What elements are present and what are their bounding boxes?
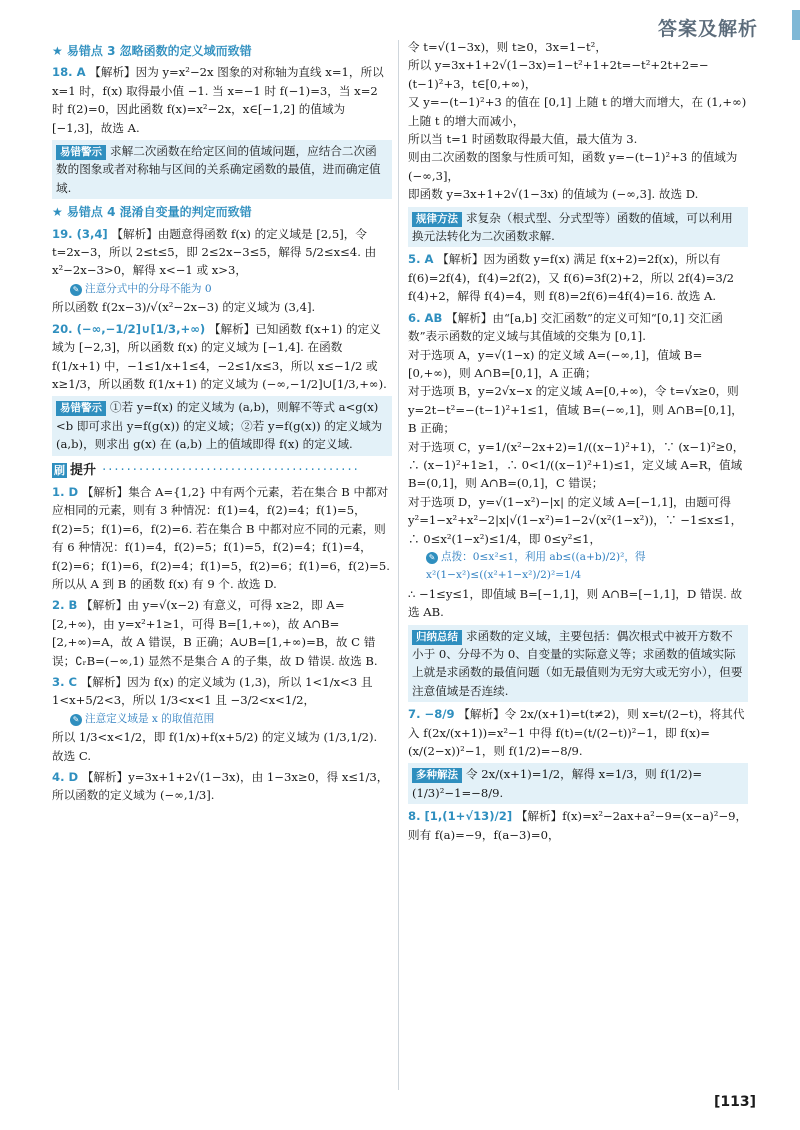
note-text: 注意分式中的分母不能为 0 [85,282,212,295]
tip-text: 令 2x/(x+1)=1/2，解得 x=1/3，则 f(1/2)=(1/3)²−1=−8/9. [412,767,703,800]
section-heading: ★ 易错点 4 混淆自变量的判定而致错 [52,205,252,220]
answer-text: 【解析】因为 y=x²−2x 图象的对称轴为直线 x=1，所以 x=1 时，f(x) 取得最小值 −1. 当 x=−1 时 f(−1)=3，当 x=2 时 f(2)=0，因此函数 f(x)=x²−2x，x∈[−1,2] 的值域为 [−1,3]，故选 A. [52,65,384,135]
answer-text: 【解析】f(x)=x²−2ax+a²−9=(x−a)²−9，则有 f(a)=−9，f(a−3)=0， [408,809,748,842]
pencil-icon: ✎ [70,284,82,296]
note-text: 点拨：0≤x²≤1，利用 ab≤((a+b)/2)²，得 x²(1−x²)≤((x²+1−x²)/2)²=1/4 [426,550,646,582]
tip-text: 求解二次函数在给定区间的值域问题，应结合二次函数的图象或者对称轴与区间的关系确定函数的最值，进而确定值域. [56,144,381,195]
tip-box [52,396,392,455]
answer-number: 1. D [52,484,79,499]
right-column [408,38,748,844]
answer-text: 【解析】由“[a,b] 交汇函数”的定义可知“[0,1] 交汇函数”表示函数的定义域与其值域的交集为 [0,1]. [408,310,723,344]
header-title: 答案及解析 [657,18,758,40]
answer-item [52,320,392,394]
answer-number: 8. [1,(1+√13)/2] [408,809,513,824]
answer-number: 6. AB [408,310,443,325]
tip-label: 多种解法 [412,768,462,783]
paragraph: ∴ −1≤y≤1，即值域 B=[−1,1]，则 A∩B=[−1,1]，D 错误. 故选 AB. [408,586,743,620]
answer-text: 【解析】集合 A={1,2} 中有两个元素，若在集合 B 中都对应相同的元素，则有 3 种情况：f(1)=4，f(2)=4；f(1)=5，f(2)=5；f(1)=6，f(2)=6. 若在集合 B 中都对应不同的元素，则有 6 种情况：f(1)=4，f(2)=5；f(1)=5，f(2)=4；f(1)=4，f(2)=6；f(1)=6，f(2)=4；f(1)=5，f(2)=6；f(1)=6，f(2)=5. 所以从 A 到 B 的函数 f(x) 有 9 个. 故选 D. [52,484,390,591]
answer-number: 20. (−∞,−1/2]∪[1/3,+∞) [52,321,206,336]
tip-box [408,763,748,804]
answer-item [52,596,392,670]
paragraph: 所以 1/3<x<1/2，即 f(1/x)+f(x+5/2) 的定义域为 (1/3,1/2). 故选 C. [52,730,378,763]
answer-number: 3. C [52,675,78,689]
answer-item [408,807,748,844]
margin-note [408,548,748,585]
margin-note [52,710,392,728]
dotted-rule: ·········································· [96,462,360,478]
answer-item [408,250,748,305]
paragraph: 则由二次函数的图象与性质可知，函数 y=−(t−1)²+3 的值域为 (−∞,3]， [408,150,738,183]
margin-note [52,280,392,298]
answer-text: 【解析】y=3x+1+2√(1−3x)，由 1−3x≥0，得 x≤1/3，所以函数的定义域为 (−∞,1/3]. [52,770,389,803]
tip-box [408,207,748,248]
paragraph: 令 t=√(1−3x)，则 t≥0，3x=1−t²， [408,40,607,54]
tip-box [52,140,392,199]
header-accent-bar [792,10,800,40]
note-text: 注意定义域是 x 的取值范围 [85,712,215,725]
paragraph: 所以 y=3x+1+2√(1−3x)=1−t²+1+2t=−t²+2t+2=−(t−1)²+3，t∈[0,+∞)， [408,58,709,91]
answer-item [408,705,748,760]
paragraph: 对于选项 D，y=√(1−x²)−|x| 的定义域 A=[−1,1]，由题可得 y²=1−x²+x²−2|x|√(1−x²)=1−2√(x²(1−x²))，∵ −1≤x≤1，∴ 0≤x²(1−x²)≤1/4，即 0≤y²≤1， [408,494,743,546]
column-divider [398,40,399,1090]
pencil-icon: ✎ [70,714,82,726]
answer-text: 【解析】因为 f(x) 的定义域为 (1,3)，所以 1<1/x<3 且 1<x+5/2<3，所以 1/3<x<1 且 −3/2<x<1/2， [52,675,373,708]
paragraph: 对于选项 C，y=1/(x²−2x+2)=1/((x−1)²+1)，∵ (x−1)²≥0，∴ (x−1)²+1≥1，∴ 0<1/((x−1)²+1)≤1，定义域 A=R，值域 B=(0,1]，则 A∩B=(0,1]，C 错误； [408,439,745,491]
paragraph: 所以当 t=1 时函数取得最大值，最大值为 3. [408,132,638,147]
answer-text: 【解析】由 y=√(x−2) 有意义，可得 x≥2，即 A=[2,+∞)，由 y=x²+1≥1，可得 B=[1,+∞)，故 A∩B=[2,+∞)=A，故 A 错误，B 正确；A∪B=[1,+∞)=B，故 C 错误；∁ᵣB=(−∞,1) 显然不是集合 A 的子集，故 D 错误. 故选 B. [52,598,378,668]
answer-text: 【解析】令 2x/(x+1)=t(t≠2)，则 x=t/(2−t)，将其代入 f(2x/(x+1))=x²−1 中得 f(t)=(t/(2−t))²−1，即 f(x)=(x/(2−x))²−1，则 f(1/2)=−8/9. [408,707,745,759]
answer-item [52,483,392,593]
answer-text: 【解析】已知函数 f(x+1) 的定义域为 [−2,3]，所以函数 f(x) 的定义域为 [−1,4]. 在函数 f(1/x+1) 中，−1≤1/x+1≤4，−2≤1/x≤3，所以 x≤−1/2 或 x≥1/3，所以函数 f(1/x+1) 的定义域为 (−∞,−1/2]∪[1/3,+∞). [52,321,387,391]
answer-number: 5. A [408,252,434,267]
answer-text: 【解析】因为函数 y=f(x) 满足 f(x+2)=2f(x)，所以有 f(6)=2f(4)，f(4)=2f(2)，又 f(6)=3f(2)+2，所以 2f(4)=3/2 f(4)+2，解得 f(4)=4，则 f(8)=2f(6)=4f(4)=16. 故选 A. [408,252,735,304]
tip-box [408,625,748,703]
answer-number: 4. D [52,770,79,785]
banner-text: 提升 [70,462,97,478]
section-banner [52,462,392,480]
brush-badge-icon: 刷 [54,463,65,477]
tip-label: 规律方法 [412,212,462,227]
pencil-icon: ✎ [426,552,438,564]
answer-item [408,309,748,346]
tip-text: 求复杂（根式型、分式型等）函数的值域，可以利用换元法转化为二次函数求解. [412,210,733,244]
left-column [52,38,392,805]
tip-label: 易错警示 [56,145,106,160]
answer-number: 2. B [52,598,78,613]
answer-item [52,225,392,280]
paragraph: 即函数 y=3x+1+2√(1−3x) 的值域为 (−∞,3]. 故选 D. [408,187,699,202]
answer-number: 19. (3,4] [52,226,108,241]
paragraph: 对于选项 A，y=√(1−x) 的定义域 A=(−∞,1]，值域 B=[0,+∞)，则 A∩B=[0,1]，A 正确； [408,347,703,380]
answer-item [52,768,392,805]
answer-text: 【解析】由题意得函数 f(x) 的定义域是 [2,5]，令 t=2x−3，所以 2≤t≤5，即 2≤2x−3≤5，解得 5/2≤x≤4. 由 x²−2x−3>0，解得 x<−1 或 x>3， [52,226,377,278]
tip-label: 归纳总结 [412,630,462,645]
tip-text: 求函数的定义域，主要包括：偶次根式中被开方数不小于 0、分母不为 0、自变量的实际意义等；求函数的值域实际上就是求函数的最值问题（如无最值则为无穷大或无穷小），但要注意值域是否连续. [412,628,743,698]
page-number: [113] [713,1094,756,1110]
paragraph: 对于选项 B，y=2√x−x 的定义域 A=[0,+∞)，令 t=√x≥0，则 y=2t−t²=−(t−1)²+1≤1，值域 B=(−∞,1]，则 A∩B=[0,1]，B 正确； [408,384,743,436]
answer-number: 18. A [52,65,86,80]
tip-label: 易错警示 [56,401,106,416]
answer-number: 7. −8/9 [408,707,455,722]
section-heading: ★ 易错点 3 忽略函数的定义域而致错 [52,44,252,58]
tip-text: ①若 y=f(x) 的定义域为 (a,b)，则解不等式 a<g(x)<b 即可求出 y=f(g(x)) 的定义域；②若 y=f(g(x)) 的定义域为 (a,b)，则求出 g(x) 在 (a,b) 上的值域即得 f(x) 的定义域. [56,400,383,452]
answer-item [52,63,392,137]
answer-item [52,673,392,710]
paragraph: 所以函数 f(2x−3)/√(x²−2x−3) 的定义域为 (3,4]. [52,300,316,315]
paragraph: 又 y=−(t−1)²+3 的值在 [0,1] 上随 t 的增大而增大，在 (1,+∞) 上随 t 的增大而减小， [408,95,747,128]
